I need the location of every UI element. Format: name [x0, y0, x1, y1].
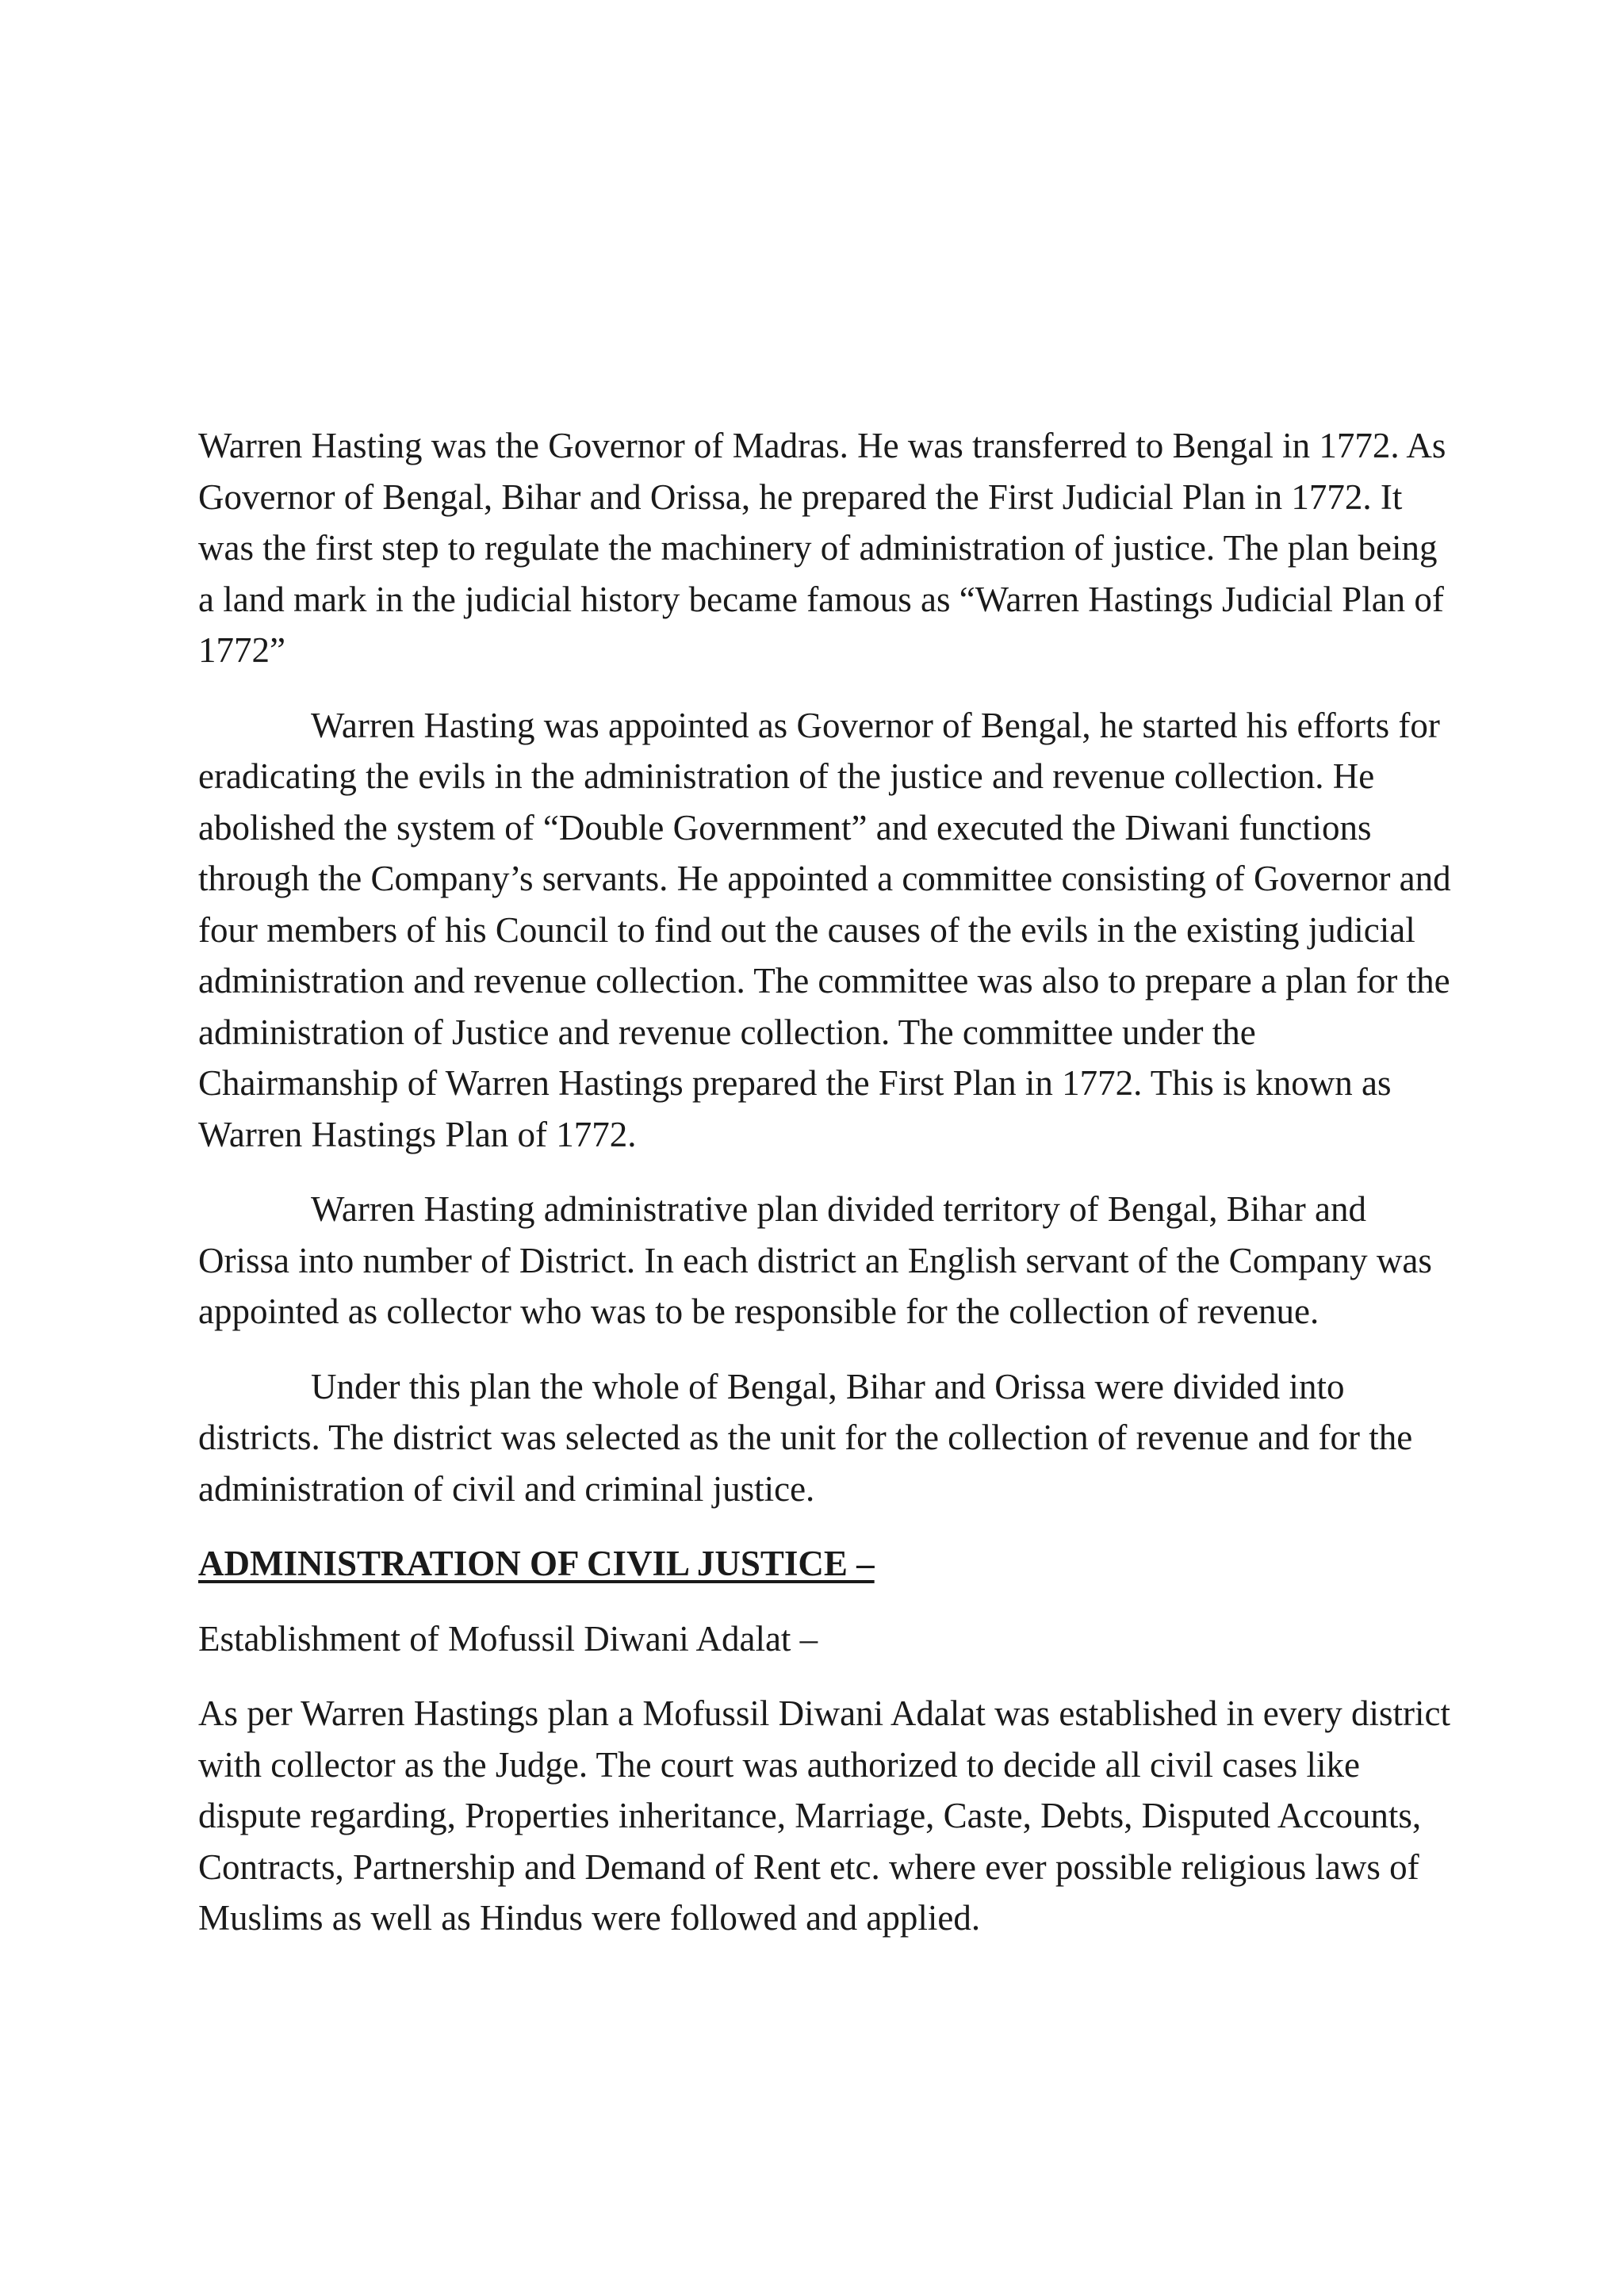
section-heading-civil-justice: ADMINISTRATION OF CIVIL JUSTICE –	[198, 1544, 875, 1583]
subheading-mofussil-diwani-adalat: Establishment of Mofussil Diwani Adalat –	[198, 1618, 818, 1659]
paragraph-appointment: Warren Hasting was appointed as Governor of Bengal, he started his efforts for eradicating the evils in the administration of the justice and revenue collection. He abolished the system of “Double Government” and executed the Diwani functions through the Company’s servants. He appointed a committee consisting of Governor and four members of his Council to find out the causes of the evils in the existing judicial administration and revenue collection. The committee was also to prepare a plan for the administration of Justice and revenue collection. The committee under the Chairmanship of Warren Hastings prepared the First Plan in 1772. This is known as Warren Hastings Plan of 1772.	[198, 705, 1451, 1154]
paragraph-district-unit: Under this plan the whole of Bengal, Bihar and Orissa were divided into districts. The district was selected as the unit for the collection of revenue and for the administration of civil and criminal justice.	[198, 1366, 1413, 1509]
paragraph-mofussil-diwani-adalat: As per Warren Hastings plan a Mofussil Diwani Adalat was established in every district with collector as the Judge. The court was authorized to decide all civil cases like dispute regarding, Properties inheritance, Marriage, Caste, Debts, Disputed Accounts, Contracts, Partnership and Demand of Rent etc. where ever possible religious laws of Muslims as well as Hindus were followed and applied.	[198, 1693, 1450, 1938]
paragraph-districts-plan: Warren Hasting administrative plan divided territory of Bengal, Bihar and Orissa into number of District. In each district an English servant of the Company was appointed as collector who was to be responsible for the collection of revenue.	[198, 1189, 1432, 1331]
document-body	[198, 420, 1451, 1968]
paragraph-intro: Warren Hasting was the Governor of Madras. He was transferred to Bengal in 1772. As Governor of Bengal, Bihar and Orissa, he prepared the First Judicial Plan in 1772. It was the first step to regulate the machinery of administration of justice. The plan being a land mark in the judicial history became famous as “Warren Hastings Judicial Plan of 1772”	[198, 426, 1446, 670]
